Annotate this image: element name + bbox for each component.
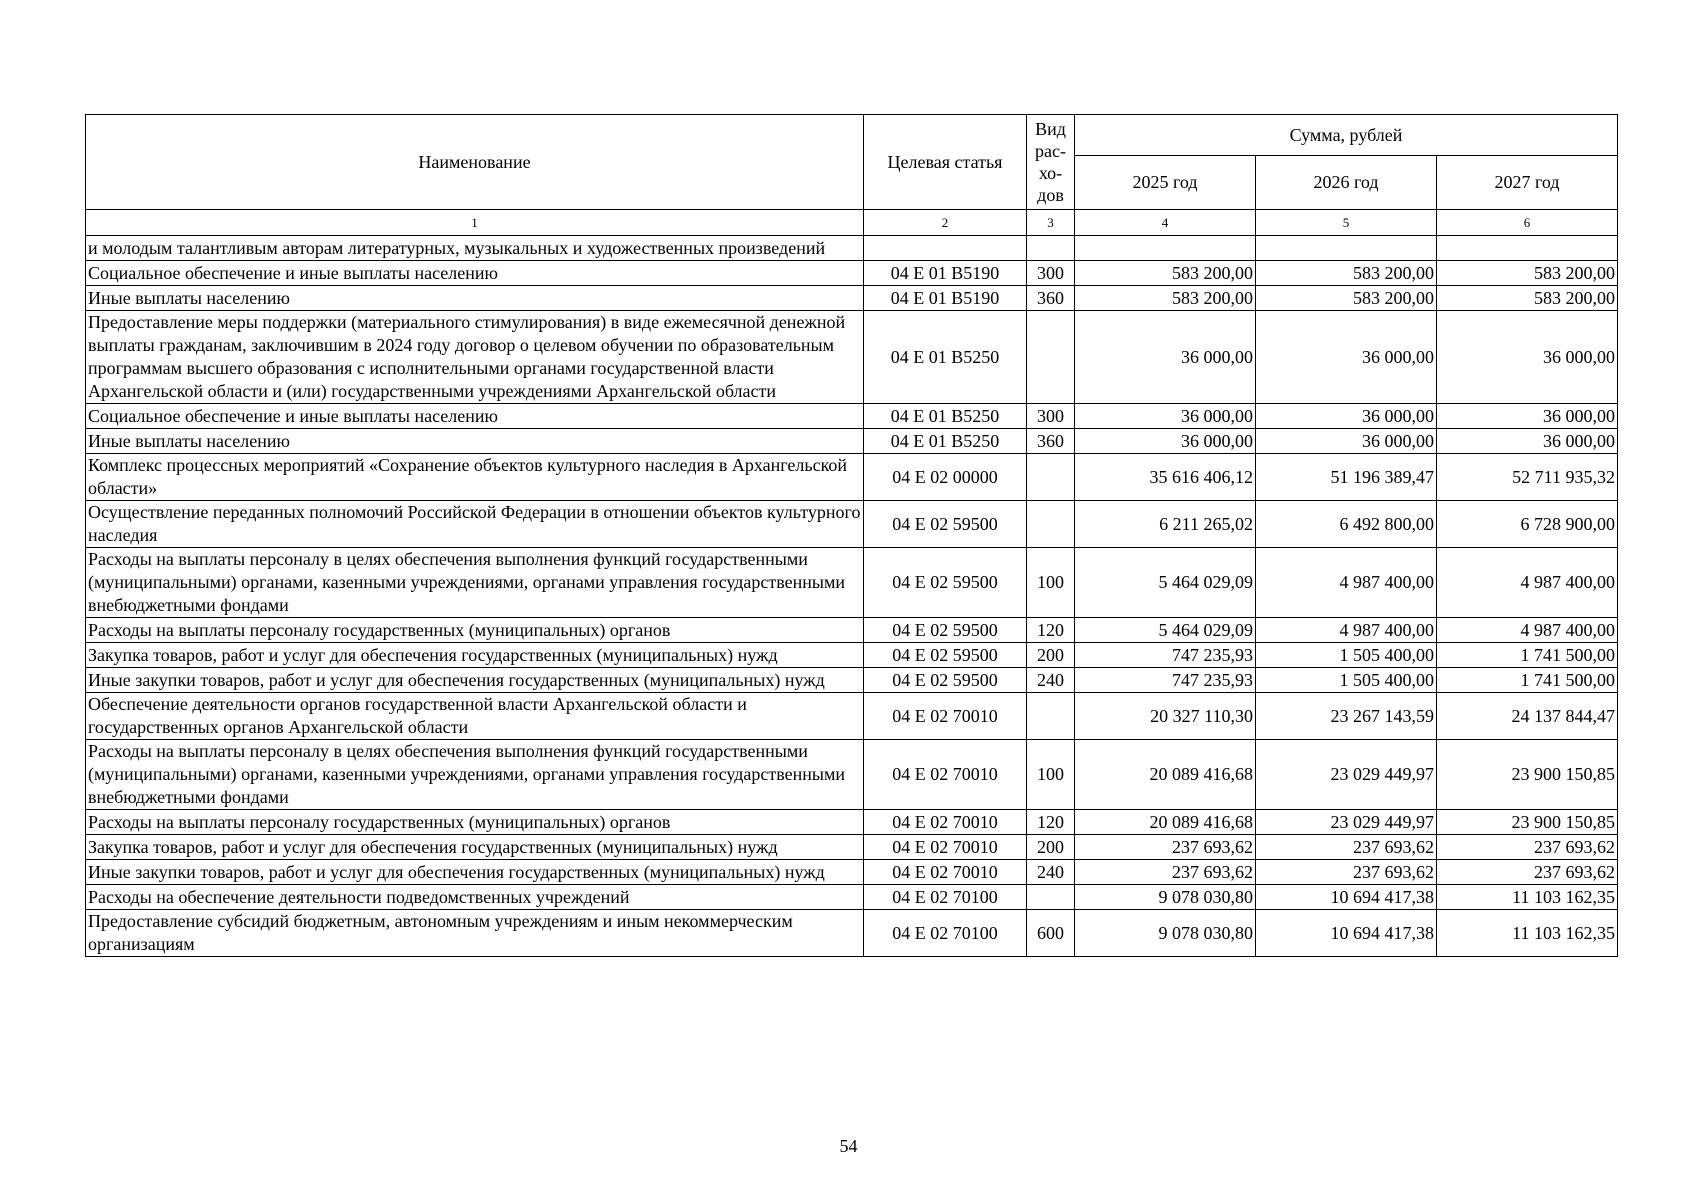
row-amount-2027: 24 137 844,47	[1437, 693, 1618, 740]
row-target-article: 04 Е 01 В5190	[864, 261, 1027, 286]
column-number: 5	[1256, 210, 1437, 236]
row-amount-2026: 237 693,62	[1256, 860, 1437, 885]
budget-table	[85, 114, 1618, 957]
row-amount-2027: 237 693,62	[1437, 835, 1618, 860]
row-amount-2027: 1 741 500,00	[1437, 668, 1618, 693]
table-row	[86, 429, 1618, 454]
table-row	[86, 910, 1618, 957]
header-name: Наименование	[86, 115, 864, 210]
row-expense-kind: 100	[1027, 740, 1075, 810]
row-expense-kind	[1027, 885, 1075, 910]
table-row	[86, 501, 1618, 548]
row-target-article: 04 Е 01 В5190	[864, 286, 1027, 311]
row-name: Закупка товаров, работ и услуг для обеспечения государственных (муниципальных) нужд	[86, 643, 864, 668]
row-amount-2025: 747 235,93	[1075, 668, 1256, 693]
row-amount-2027: 4 987 400,00	[1437, 548, 1618, 618]
row-amount-2025	[1075, 236, 1256, 261]
row-target-article: 04 Е 02 70010	[864, 740, 1027, 810]
row-amount-2025: 20 327 110,30	[1075, 693, 1256, 740]
row-amount-2025: 583 200,00	[1075, 261, 1256, 286]
row-target-article: 04 Е 01 В5250	[864, 311, 1027, 404]
row-amount-2026: 23 029 449,97	[1256, 740, 1437, 810]
row-expense-kind: 200	[1027, 835, 1075, 860]
table-row	[86, 740, 1618, 810]
table-row	[86, 810, 1618, 835]
row-expense-kind: 200	[1027, 643, 1075, 668]
row-name: Иные выплаты населению	[86, 429, 864, 454]
row-amount-2025: 747 235,93	[1075, 643, 1256, 668]
row-amount-2027: 4 987 400,00	[1437, 618, 1618, 643]
table-row	[86, 261, 1618, 286]
table-body	[86, 236, 1618, 957]
row-amount-2027: 23 900 150,85	[1437, 740, 1618, 810]
row-name: Иные выплаты населению	[86, 286, 864, 311]
row-amount-2025: 36 000,00	[1075, 429, 1256, 454]
column-number: 4	[1075, 210, 1256, 236]
column-number: 3	[1027, 210, 1075, 236]
row-name: Предоставление субсидий бюджетным, автономным учреждениям и иным некоммерческим организациям	[86, 910, 864, 957]
column-number: 2	[864, 210, 1027, 236]
row-name: Социальное обеспечение и иные выплаты населению	[86, 404, 864, 429]
row-name: Социальное обеспечение и иные выплаты населению	[86, 261, 864, 286]
row-amount-2026: 4 987 400,00	[1256, 618, 1437, 643]
row-target-article: 04 Е 02 70010	[864, 693, 1027, 740]
row-amount-2027: 583 200,00	[1437, 261, 1618, 286]
row-target-article: 04 Е 02 70010	[864, 835, 1027, 860]
row-name: Иные закупки товаров, работ и услуг для обеспечения государственных (муниципальных) нужд	[86, 860, 864, 885]
table-row	[86, 404, 1618, 429]
row-name: Осуществление переданных полномочий Российской Федерации в отношении объектов культурного наследия	[86, 501, 864, 548]
row-amount-2027: 23 900 150,85	[1437, 810, 1618, 835]
table-row	[86, 643, 1618, 668]
row-name: Комплекс процессных мероприятий «Сохранение объектов культурного наследия в Архангельской области»	[86, 454, 864, 501]
row-amount-2027: 11 103 162,35	[1437, 910, 1618, 957]
row-expense-kind: 300	[1027, 261, 1075, 286]
table-row	[86, 835, 1618, 860]
row-amount-2026: 10 694 417,38	[1256, 910, 1437, 957]
row-name: Расходы на выплаты персоналу в целях обеспечения выполнения функций государственными (муниципальными) органами, казенными учреждениями, органами управления государственными внебюджетными фондами	[86, 740, 864, 810]
row-amount-2025: 36 000,00	[1075, 404, 1256, 429]
row-amount-2026: 23 029 449,97	[1256, 810, 1437, 835]
row-amount-2027: 1 741 500,00	[1437, 643, 1618, 668]
column-number: 6	[1437, 210, 1618, 236]
row-name: Обеспечение деятельности органов государственной власти Архангельской области и государственных органов Архангельской области	[86, 693, 864, 740]
row-expense-kind: 300	[1027, 404, 1075, 429]
row-amount-2025: 237 693,62	[1075, 835, 1256, 860]
row-target-article: 04 Е 01 В5250	[864, 404, 1027, 429]
column-number-row	[86, 210, 1618, 236]
row-amount-2025: 20 089 416,68	[1075, 810, 1256, 835]
header-year-2025: 2025 год	[1075, 156, 1256, 210]
row-amount-2026: 36 000,00	[1256, 311, 1437, 404]
row-amount-2025: 35 616 406,12	[1075, 454, 1256, 501]
row-expense-kind	[1027, 236, 1075, 261]
row-amount-2027: 11 103 162,35	[1437, 885, 1618, 910]
row-amount-2026: 23 267 143,59	[1256, 693, 1437, 740]
row-amount-2025: 5 464 029,09	[1075, 618, 1256, 643]
row-expense-kind	[1027, 454, 1075, 501]
budget-table-container	[85, 114, 1617, 957]
row-amount-2027: 52 711 935,32	[1437, 454, 1618, 501]
table-row	[86, 693, 1618, 740]
row-amount-2027: 583 200,00	[1437, 286, 1618, 311]
row-amount-2026: 10 694 417,38	[1256, 885, 1437, 910]
row-expense-kind	[1027, 693, 1075, 740]
row-amount-2025: 583 200,00	[1075, 286, 1256, 311]
row-amount-2025: 36 000,00	[1075, 311, 1256, 404]
row-amount-2026: 1 505 400,00	[1256, 668, 1437, 693]
row-expense-kind: 600	[1027, 910, 1075, 957]
column-number: 1	[86, 210, 864, 236]
row-target-article: 04 Е 02 59500	[864, 668, 1027, 693]
table-row	[86, 236, 1618, 261]
row-name: Расходы на выплаты персоналу в целях обеспечения выполнения функций государственными (муниципальными) органами, казенными учреждениями, органами управления государственными внебюджетными фондами	[86, 548, 864, 618]
row-amount-2026: 36 000,00	[1256, 429, 1437, 454]
row-amount-2027: 36 000,00	[1437, 429, 1618, 454]
row-amount-2025: 5 464 029,09	[1075, 548, 1256, 618]
row-name: Расходы на выплаты персоналу государственных (муниципальных) органов	[86, 810, 864, 835]
header-year-2027: 2027 год	[1437, 156, 1618, 210]
row-amount-2025: 6 211 265,02	[1075, 501, 1256, 548]
table-row	[86, 668, 1618, 693]
row-target-article: 04 Е 02 59500	[864, 618, 1027, 643]
row-amount-2026: 4 987 400,00	[1256, 548, 1437, 618]
row-expense-kind: 120	[1027, 618, 1075, 643]
row-amount-2027: 6 728 900,00	[1437, 501, 1618, 548]
row-target-article: 04 Е 02 00000	[864, 454, 1027, 501]
row-target-article: 04 Е 02 70010	[864, 810, 1027, 835]
row-amount-2026: 583 200,00	[1256, 286, 1437, 311]
row-target-article	[864, 236, 1027, 261]
row-target-article: 04 Е 02 59500	[864, 643, 1027, 668]
row-amount-2025: 237 693,62	[1075, 860, 1256, 885]
row-expense-kind: 240	[1027, 860, 1075, 885]
row-amount-2026: 237 693,62	[1256, 835, 1437, 860]
row-name: Закупка товаров, работ и услуг для обеспечения государственных (муниципальных) нужд	[86, 835, 864, 860]
row-expense-kind: 360	[1027, 286, 1075, 311]
row-target-article: 04 Е 02 59500	[864, 548, 1027, 618]
page-number: 54	[839, 1136, 858, 1156]
row-amount-2025: 9 078 030,80	[1075, 885, 1256, 910]
row-amount-2026: 583 200,00	[1256, 261, 1437, 286]
header-sum: Сумма, рублей	[1075, 115, 1618, 156]
row-name: и молодым талантливым авторам литературных, музыкальных и художественных произведений	[86, 236, 864, 261]
row-expense-kind	[1027, 311, 1075, 404]
row-target-article: 04 Е 02 59500	[864, 501, 1027, 548]
row-amount-2025: 9 078 030,80	[1075, 910, 1256, 957]
table-row	[86, 548, 1618, 618]
row-name: Предоставление меры поддержки (материального стимулирования) в виде ежемесячной денежной выплаты гражданам, заключившим в 2024 году договор о целевом обучении по образовательным программам высшего образования с исполнительными органами государственной власти Архангельской области и (или) государственными учреждениями Архангельской области	[86, 311, 864, 404]
row-target-article: 04 Е 02 70100	[864, 885, 1027, 910]
row-amount-2026: 1 505 400,00	[1256, 643, 1437, 668]
row-expense-kind: 100	[1027, 548, 1075, 618]
row-amount-2027	[1437, 236, 1618, 261]
row-amount-2026: 6 492 800,00	[1256, 501, 1437, 548]
row-name: Расходы на обеспечение деятельности подведомственных учреждений	[86, 885, 864, 910]
row-amount-2025: 20 089 416,68	[1075, 740, 1256, 810]
row-expense-kind: 360	[1027, 429, 1075, 454]
table-row	[86, 311, 1618, 404]
row-target-article: 04 Е 02 70010	[864, 860, 1027, 885]
row-name: Расходы на выплаты персоналу государственных (муниципальных) органов	[86, 618, 864, 643]
table-row	[86, 286, 1618, 311]
header-year-2026: 2026 год	[1256, 156, 1437, 210]
row-amount-2026	[1256, 236, 1437, 261]
table-row	[86, 454, 1618, 501]
header-target-article: Целевая статья	[864, 115, 1027, 210]
table-row	[86, 618, 1618, 643]
row-target-article: 04 Е 02 70100	[864, 910, 1027, 957]
header-expense-kind: Вид рас-хо-дов	[1027, 115, 1075, 210]
row-amount-2027: 36 000,00	[1437, 404, 1618, 429]
table-row	[86, 860, 1618, 885]
row-amount-2026: 36 000,00	[1256, 404, 1437, 429]
row-expense-kind: 120	[1027, 810, 1075, 835]
row-amount-2027: 36 000,00	[1437, 311, 1618, 404]
row-target-article: 04 Е 01 В5250	[864, 429, 1027, 454]
row-amount-2026: 51 196 389,47	[1256, 454, 1437, 501]
table-row	[86, 885, 1618, 910]
row-expense-kind	[1027, 501, 1075, 548]
row-name: Иные закупки товаров, работ и услуг для обеспечения государственных (муниципальных) нужд	[86, 668, 864, 693]
row-amount-2027: 237 693,62	[1437, 860, 1618, 885]
row-expense-kind: 240	[1027, 668, 1075, 693]
